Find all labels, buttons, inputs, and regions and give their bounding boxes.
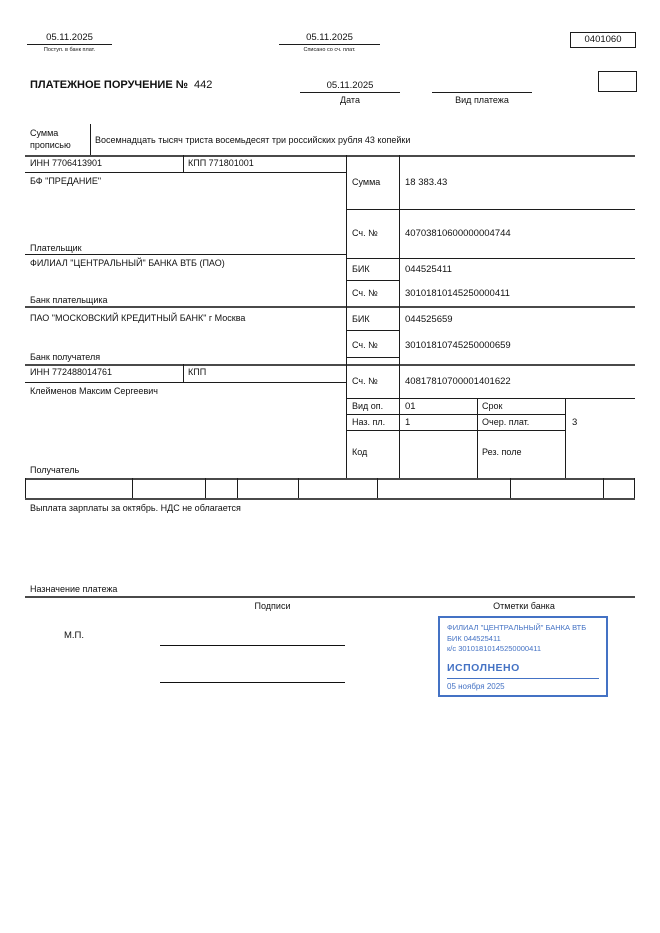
stamp-place-label: М.П. [64,630,85,641]
payer-bank-bik-value: 044525411 [405,264,452,275]
op-type-label: Вид оп. [352,401,384,411]
grid-line [25,155,635,157]
payment-type-label: Вид платежа [455,95,509,105]
grid-line [346,357,399,358]
grid-line [25,596,635,598]
purpose-label: Назначение платежа [30,584,118,594]
payee-bank-label: Банк получателя [30,352,101,362]
stamp-status: ИСПОЛНЕНО [447,661,520,674]
payee-bank-bik-label: БИК [352,314,370,324]
received-date-label: Поступ. в банк плат. [43,47,96,53]
grid-line [634,478,635,498]
payer-bank-name: ФИЛИАЛ "ЦЕНТРАЛЬНЫЙ" БАНКА ВТБ (ПАО) [30,258,225,268]
bank-execution-stamp [438,616,608,697]
purpose-text: Выплата зарплаты за октябрь. НДС не облагается [30,503,241,513]
payer-bank-account-label: Сч. № [352,288,378,298]
grid-line [346,414,565,415]
payee-account-label: Сч. № [352,376,378,386]
grid-line [237,478,238,498]
payee-name: Клейменов Максим Сергеевич [30,386,158,396]
term-label: Срок [482,401,503,411]
payee-bank-bik-value: 044525659 [405,314,453,325]
payee-bank-account-label: Сч. № [352,340,378,350]
code-label: Код [352,447,368,457]
priority-value: 3 [572,417,578,428]
doc-title [30,80,212,91]
amount-words-value: Восемнадцать тысяч триста восемьдесят три российских рубля 43 копейки [95,135,411,145]
grid-line [90,124,91,155]
grid-line [25,172,346,173]
reserve-field-label: Рез. поле [482,447,522,457]
payer-bank-bik-label: БИК [352,264,370,274]
payer-bank-account-value: 30101810145250000411 [405,288,510,299]
grid-line [183,364,184,382]
form-code-box: 0401060 [570,32,636,48]
grid-line [25,498,635,500]
grid-line [25,382,346,383]
payee-inn: ИНН 772488014761 [30,367,113,377]
signature-line [160,682,345,683]
priority-label: Очер. плат. [482,417,530,427]
grid-line [298,478,299,498]
payer-name: БФ "ПРЕДАНИЕ" [30,176,102,186]
stamp-corr-account: к/с 30101810145250000411 [447,644,542,653]
payment-type-underline [432,79,532,93]
payer-inn: ИНН 7706413901 [30,158,103,168]
debited-date-label: Списано со сч. плат. [303,47,356,53]
amount-label: Сумма [352,177,381,187]
grid-line [132,478,133,498]
doc-title-text: ПЛАТЕЖНОЕ ПОРУЧЕНИЕ № [30,79,188,91]
grid-line [377,478,378,498]
date-label: Дата [340,95,360,105]
grid-line [25,306,635,308]
grid-line [603,478,604,498]
grid-line [346,398,635,399]
grid-line [346,209,635,210]
payer-account-value: 40703810600000004744 [405,228,511,239]
op-type-value: 01 [405,401,416,412]
stamp-bank-name: ФИЛИАЛ "ЦЕНТРАЛЬНЫЙ" БАНКА ВТБ [447,623,587,632]
reserve-box [598,71,637,92]
grid-line [346,258,635,259]
purpose-code-value: 1 [405,417,411,428]
grid-line [25,364,635,366]
stamp-divider [447,678,599,679]
stamp-bik: БИК 044525411 [447,633,501,643]
grid-line [183,155,184,172]
amount-value: 18 383.43 [405,177,448,188]
grid-line [477,398,478,478]
payee-label: Получатель [30,465,80,475]
grid-line [25,254,346,255]
payee-bank-account-value: 30101810745250000659 [405,340,511,351]
signature-line [160,645,345,646]
payee-bank-name: ПАО "МОСКОВСКИЙ КРЕДИТНЫЙ БАНК" г Москва [30,313,246,323]
payee-kpp-label: КПП [188,367,207,377]
payer-kpp: КПП 771801001 [188,158,254,168]
received-date: 05.11.2025 [27,31,112,45]
grid-line [205,478,206,498]
grid-line [510,478,511,498]
grid-line [346,430,565,431]
doc-date: 05.11.2025 [300,79,400,93]
payee-account-value: 40817810700001401622 [405,376,511,387]
grid-line [346,280,399,281]
doc-number: 442 [194,79,213,91]
grid-line [346,330,399,331]
payer-label: Плательщик [30,243,82,253]
grid-line [25,478,26,498]
purpose-code-label: Наз. пл. [352,417,386,427]
payer-bank-label: Банк плательщика [30,295,108,305]
debited-date: 05.11.2025 [279,31,380,45]
amount-words-label: Сумма прописью [30,128,71,150]
payer-account-label: Сч. № [352,228,378,238]
grid-line [25,478,635,480]
bank-marks-label: Отметки банка [493,601,555,611]
grid-line [565,398,566,478]
stamp-date: 05 ноября 2025 [447,682,505,691]
signatures-label: Подписи [254,601,291,611]
